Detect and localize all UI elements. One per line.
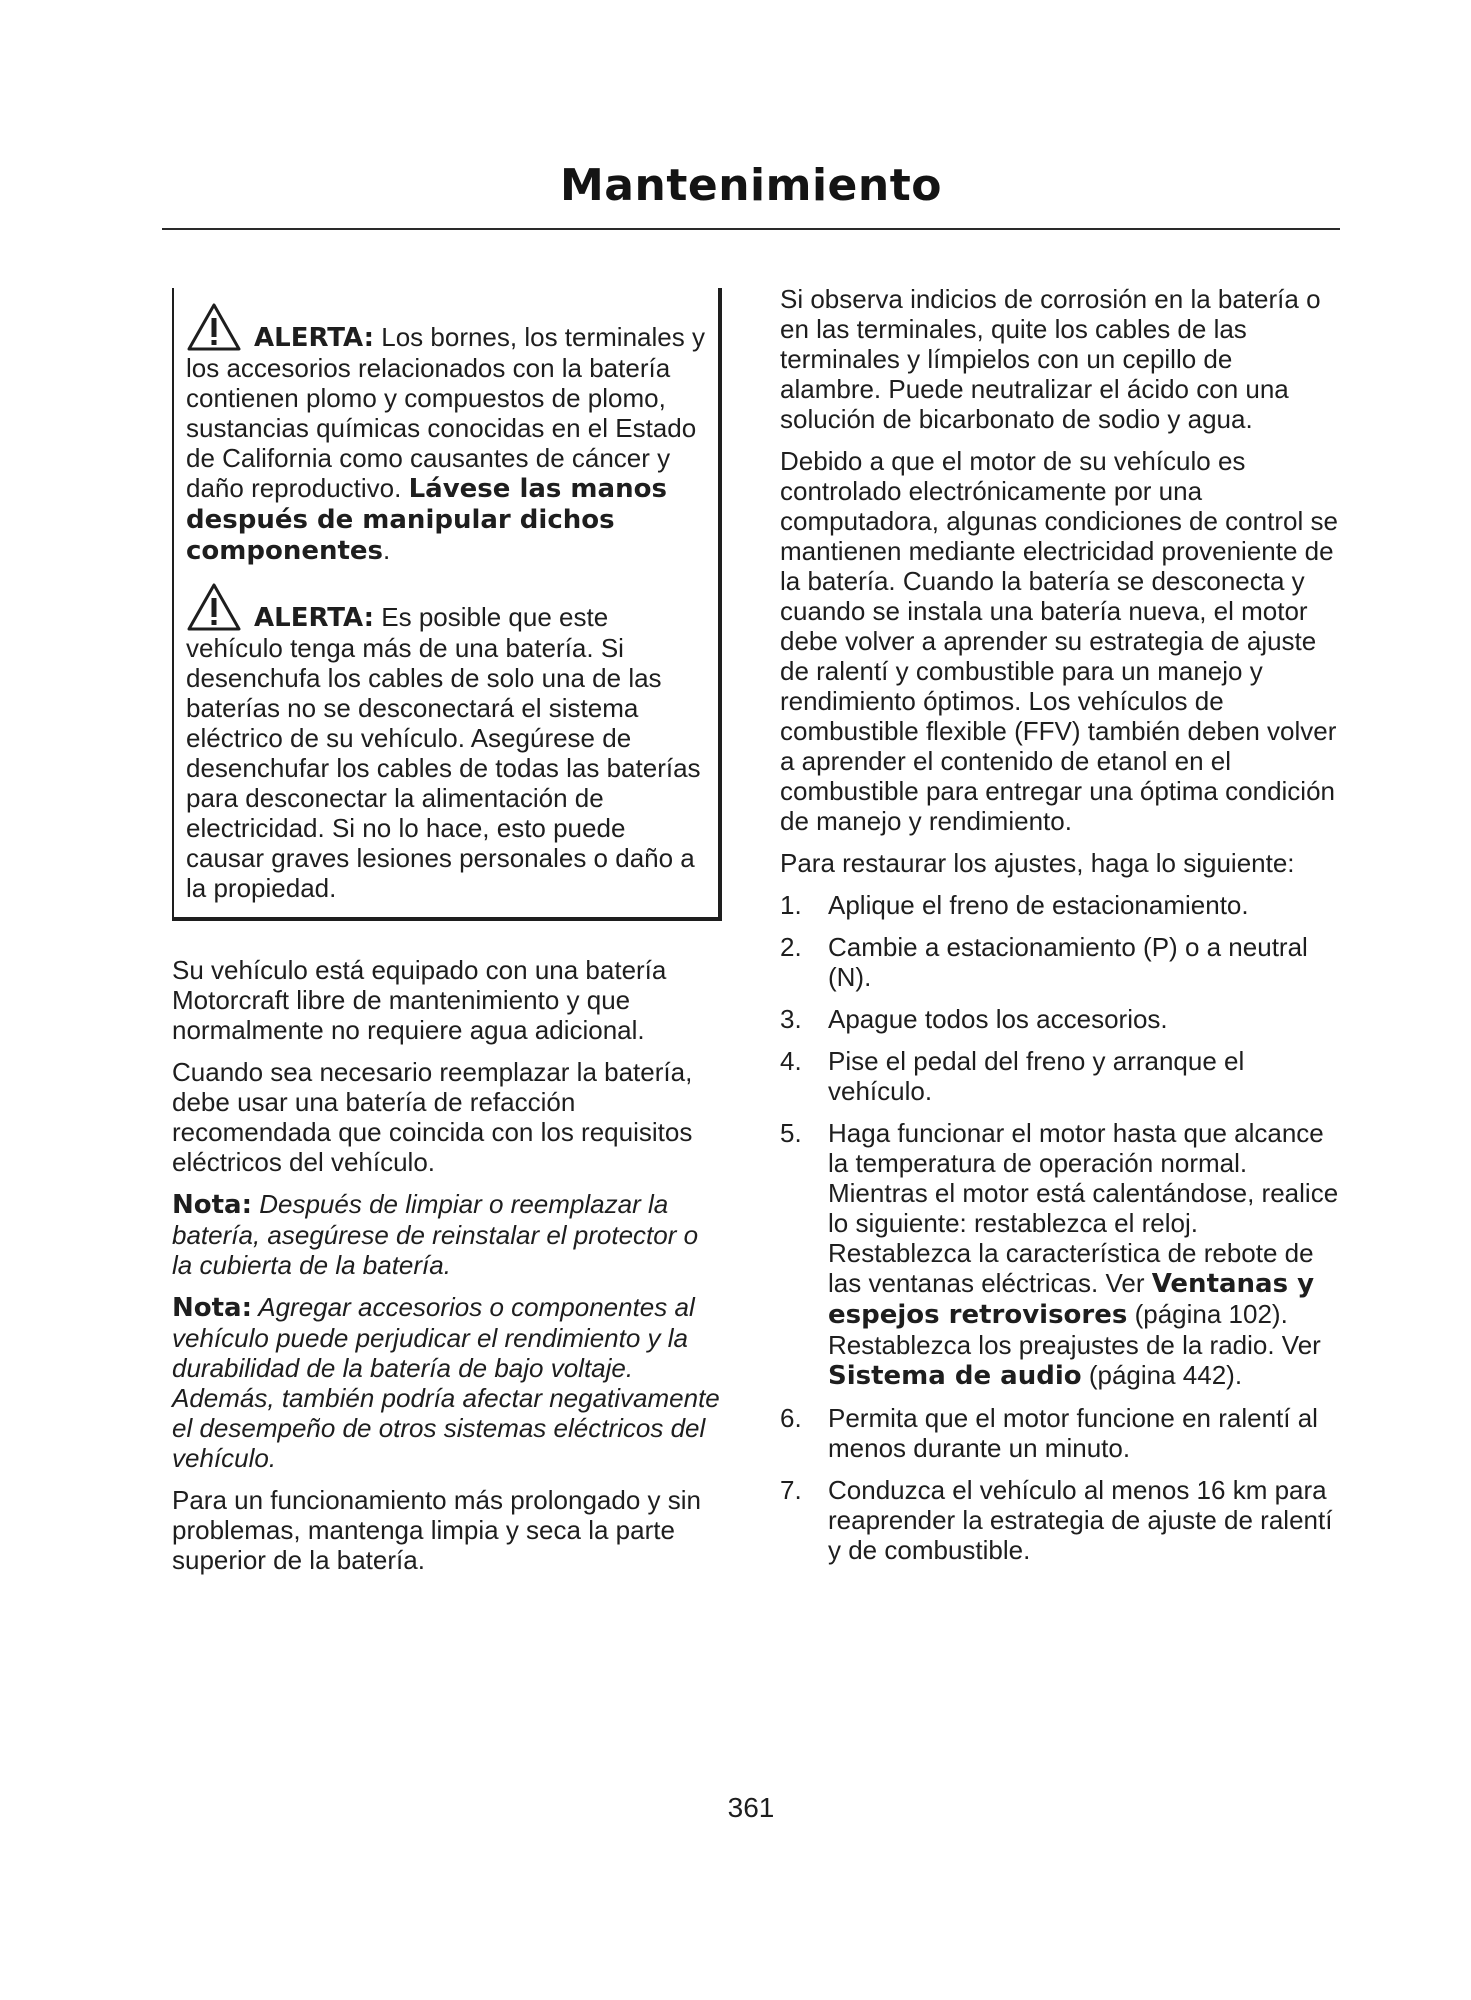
warning-triangle-icon [186,302,242,352]
paragraph-corrosion: Si observa indicios de corrosión en la batería o en las terminales, quite los cables de las terminales y límpielos con un cepillo de alambre. Puede neutralizar el ácido con una solución de bicarbonato de sodio y agua. [780,284,1321,434]
step-text: (página 102). Restablezca los preajustes de la radio. Ver [828,1299,1321,1360]
link-ventanas[interactable]: Ventanas y espejos retrovisores [828,1269,1315,1330]
note-text: Después de limpiar o reemplazar la batería, asegúrese de reinstalar el protector o la cubierta de la batería. [172,1189,699,1280]
step-number: 5. [780,1118,802,1148]
step-text: Haga funcionar el motor hasta que alcance la temperatura de operación normal. Mientras el motor está calentándose, realice lo siguiente: restablezca el reloj. Restablezca la característica de rebote de las ventanas eléctricas. Ver [828,1118,1339,1298]
list-item [780,1046,1340,1106]
list-item [780,932,1340,992]
paragraph-maintenance-free: Su vehículo está equipado con una batería Motorcraft libre de mantenimiento y que normalmente no requiere agua adicional. [172,955,667,1045]
step-text: Pise el pedal del freno y arranque el vehículo. [828,1046,1245,1106]
alert-multiple-batteries [186,582,706,903]
page-number: 361 [727,1792,775,1823]
list-item [780,1118,1340,1391]
alert-bold-text: Lávese las manos después de manipular dichos componentes [186,474,667,566]
step-number: 1. [780,890,802,920]
paragraph-relearn: Debido a que el motor de su vehículo es controlado electrónicamente por una computadora, algunas condiciones de control se mantienen mediante electricidad proveniente de la batería. Cuando la batería se desconecta y cuando se instala una batería nueva, el motor debe volver a aprender su estrategia de ajuste de ralentí y combustible para un manejo y rendimiento óptimos. Los vehículos de combustible flexible (FFV) también deben volver a aprender el contenido de etanol en el combustible para entregar una óptima condición de manejo y rendimiento. [780,446,1338,836]
alert-box [172,288,722,921]
step-number: 4. [780,1046,802,1076]
title-divider [162,228,1340,230]
alert-text: Los bornes, los terminales y los accesorios relacionados con la batería contienen plomo y compuestos de plomo, sustancias químicas conocidas en el Estado de California como causantes de cáncer y daño reproductivo. [186,322,705,503]
alert-label: ALERTA: [254,323,375,353]
step-text: Apague todos los accesorios. [828,1004,1168,1034]
step-number: 7. [780,1475,802,1505]
list-item [780,890,1340,920]
paragraph-replacement: Cuando sea necesario reemplazar la batería, debe usar una batería de refacción recomendada que coincida con los requisitos eléctricos del vehículo. [172,1057,693,1177]
steps-list [780,890,1340,1565]
note-cover [172,1189,722,1280]
alert-label: ALERTA: [254,603,375,633]
alert-end: . [383,535,391,565]
alert-text: Es posible que este vehículo tenga más de una batería. Si desenchufa los cables de solo una de las baterías no se desconectará el sistema eléctrico de su vehículo. Asegúrese de desenchufar los cables de todas las baterías para desconectar la alimentación de electricidad. Si no lo hace, esto puede causar graves lesiones personales o daño a la propiedad. [186,602,701,903]
note-label: Nota: [172,1190,252,1220]
warning-triangle-icon [186,582,242,632]
alert-lead [186,302,706,566]
paragraph-keep-clean: Para un funcionamiento más prolongado y sin problemas, mantenga limpia y seca la parte superior de la batería. [172,1485,701,1575]
list-item [780,1475,1340,1565]
step-text: Permita que el motor funcione en ralentí al menos durante un minuto. [828,1403,1318,1463]
step-number: 6. [780,1403,802,1433]
step-number: 2. [780,932,802,962]
step-text: (página 442). [1081,1360,1243,1390]
note-label: Nota: [172,1293,252,1323]
step-number: 3. [780,1004,802,1034]
page-title: Mantenimiento [560,160,942,211]
list-item [780,1004,1340,1034]
right-column [780,284,1340,1577]
list-item [780,1403,1340,1463]
left-column [172,288,722,1587]
step-text: Cambie a estacionamiento (P) o a neutral (N). [828,932,1308,992]
link-sistema-audio[interactable]: Sistema de audio [828,1361,1082,1391]
paragraph-restore-intro: Para restaurar los ajustes, haga lo siguiente: [780,848,1295,878]
note-accessories [172,1292,722,1473]
step-text: Conduzca el vehículo al menos 16 km para reaprender la estrategia de ajuste de ralentí y de combustible. [828,1475,1333,1565]
note-text: Agregar accesorios o componentes al vehículo puede perjudicar el rendimiento y la durabilidad de la batería de bajo voltaje. Además, también podría afectar negativamente el desempeño de otros sistemas eléctricos del vehículo. [172,1292,720,1473]
step-text: Aplique el freno de estacionamiento. [828,890,1249,920]
